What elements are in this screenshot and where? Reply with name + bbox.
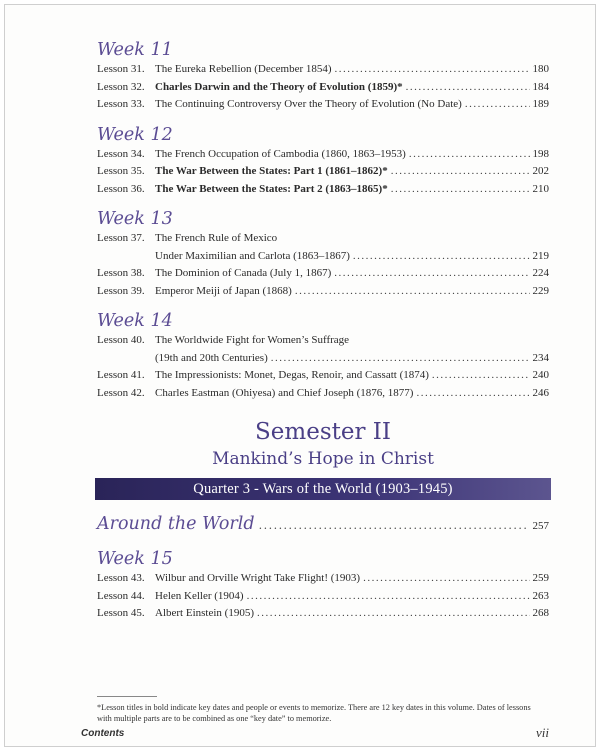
leader-dots — [247, 588, 530, 606]
lesson-body — [155, 367, 549, 385]
week-block — [97, 548, 549, 623]
lesson-number: Lesson 33. — [97, 98, 145, 110]
lesson-title: Charles Darwin and the Theory of Evolution (1859)* — [155, 80, 403, 93]
lesson-title: Emperor Meiji of Japan (1868) — [155, 284, 292, 297]
lesson-page: 234 — [532, 351, 549, 364]
lesson-number: Lesson 45. — [97, 607, 145, 619]
lesson-title: The French Rule of Mexico — [155, 232, 278, 244]
week-block — [97, 39, 549, 114]
lesson-title: The French Occupation of Cambodia (1860, 1863–1953) — [155, 147, 406, 160]
lesson-title: Helen Keller (1904) — [155, 589, 244, 602]
lesson-line — [155, 61, 549, 79]
lesson-title: Wilbur and Orville Wright Take Flight! (1903) — [155, 572, 361, 584]
leader-dots — [353, 248, 530, 266]
lesson-page: 184 — [532, 80, 549, 93]
semester-subtitle: Mankind’s Hope in Christ — [212, 449, 434, 469]
lesson-entry[interactable] — [97, 146, 549, 164]
leader-dots — [391, 181, 530, 199]
lesson-title: Under Maximilian and Carlota (1863–1867) — [155, 249, 350, 262]
lesson-number: Lesson 34. — [97, 147, 145, 160]
leader-dots — [257, 605, 530, 623]
lesson-page: 268 — [532, 607, 549, 619]
lesson-body — [155, 61, 549, 79]
lesson-entry[interactable] — [97, 163, 549, 181]
lesson-line — [155, 588, 549, 606]
lesson-line — [155, 248, 549, 266]
footer-section-label: Contents — [81, 728, 125, 739]
week-block — [97, 124, 549, 199]
lesson-body — [155, 332, 549, 367]
week-heading: Week 12 — [97, 124, 173, 145]
lesson-body — [155, 570, 549, 588]
lesson-page: 219 — [532, 249, 549, 262]
leader-dots — [334, 265, 529, 283]
lesson-number: Lesson 38. — [97, 267, 145, 279]
page — [4, 4, 596, 747]
week-block — [97, 208, 549, 300]
week-15-block — [97, 548, 549, 623]
lesson-page: 198 — [532, 147, 549, 160]
lesson-page: 246 — [532, 386, 549, 399]
lesson-line — [155, 146, 549, 164]
lesson-body — [155, 283, 549, 301]
leader-dots — [406, 79, 530, 97]
lesson-body — [155, 79, 549, 97]
lesson-body — [155, 146, 549, 164]
lesson-body — [155, 265, 549, 283]
lesson-line — [155, 96, 549, 114]
week-heading: Week 11 — [97, 40, 173, 60]
lesson-title: The Worldwide Fight for Women’s Suffrage — [155, 334, 350, 346]
lesson-line — [155, 570, 549, 588]
lesson-page: 224 — [532, 267, 549, 279]
lesson-number: Lesson 41. — [97, 369, 145, 381]
lesson-page: 189 — [532, 98, 549, 110]
lesson-body — [155, 605, 549, 623]
lesson-entry[interactable] — [97, 588, 549, 606]
leader-dots — [391, 163, 530, 181]
lesson-number: Lesson 37. — [97, 232, 145, 244]
lesson-body — [155, 163, 549, 181]
lesson-entry[interactable] — [97, 265, 549, 283]
week-heading: Week 13 — [97, 209, 173, 229]
page-number: vii — [536, 725, 549, 740]
toc-content — [97, 39, 549, 633]
lesson-page: 202 — [532, 165, 549, 177]
leader-dots — [432, 367, 530, 385]
lesson-line — [155, 79, 549, 97]
lesson-entry[interactable] — [97, 385, 549, 403]
lesson-page: 263 — [532, 589, 549, 602]
leader-dots — [363, 570, 529, 588]
lesson-line — [155, 605, 549, 623]
lesson-title: (19th and 20th Centuries) — [155, 351, 268, 364]
lesson-number: Lesson 36. — [97, 182, 145, 195]
lesson-line — [155, 367, 549, 385]
lesson-entry[interactable] — [97, 181, 549, 199]
quarter-banner: Quarter 3 - Wars of the World (1903–1945) — [95, 478, 551, 500]
week-heading: Week 14 — [97, 311, 173, 331]
semester-title: Semester II — [255, 419, 391, 445]
lesson-entry[interactable] — [97, 367, 549, 385]
lesson-number: Lesson 43. — [97, 572, 145, 584]
lesson-entry[interactable] — [97, 96, 549, 114]
lesson-entry[interactable] — [97, 605, 549, 623]
lesson-number: Lesson 35. — [97, 165, 145, 177]
lesson-number: Lesson 40. — [97, 334, 145, 346]
leader-dots — [416, 385, 529, 403]
lesson-line — [155, 283, 549, 301]
lesson-number: Lesson 44. — [97, 589, 145, 602]
lesson-page: 259 — [532, 572, 549, 584]
lesson-line — [155, 350, 549, 368]
leader-dots — [295, 283, 530, 301]
leader-dots — [409, 146, 530, 164]
leader-dots — [271, 350, 530, 368]
lesson-entry[interactable] — [97, 79, 549, 97]
around-title: Around the World — [97, 514, 255, 534]
lesson-line — [155, 230, 549, 248]
footnote: *Lesson titles in bold indicate key dates and people or events to memorize. There are 12 key dates in this volume. Dates of lessons with multiple parts are to be combined as one “key date” to memorize. — [97, 703, 531, 723]
leader-dots — [465, 96, 530, 114]
lesson-page: 210 — [532, 182, 549, 195]
lesson-number: Lesson 39. — [97, 284, 145, 297]
lesson-entry[interactable] — [97, 283, 549, 301]
footnote-rule — [97, 696, 157, 697]
lesson-line — [155, 181, 549, 199]
lesson-body — [155, 181, 549, 199]
lesson-entry[interactable] — [97, 570, 549, 588]
around-the-world-entry[interactable] — [97, 514, 549, 534]
lesson-entry[interactable] — [97, 230, 549, 265]
lesson-body — [155, 588, 549, 606]
lesson-page: 180 — [532, 63, 549, 75]
lesson-number: Lesson 32. — [97, 80, 145, 93]
lesson-entry[interactable] — [97, 332, 549, 367]
lesson-body — [155, 385, 549, 403]
leader-dots — [259, 519, 529, 532]
week-block — [97, 310, 549, 402]
lesson-page: 240 — [532, 369, 549, 381]
weeks-list — [97, 39, 549, 402]
lesson-page: 229 — [532, 284, 549, 297]
leader-dots — [335, 61, 530, 79]
lesson-line — [155, 332, 549, 350]
around-page: 257 — [532, 520, 549, 532]
lesson-entry[interactable] — [97, 61, 549, 79]
lesson-line — [155, 385, 549, 403]
lesson-line — [155, 163, 549, 181]
lesson-title: The Continuing Controversy Over the Theory of Evolution (No Date) — [155, 98, 462, 110]
lesson-title: The Dominion of Canada (July 1, 1867) — [155, 267, 332, 279]
lesson-title: Charles Eastman (Ohiyesa) and Chief Joseph (1876, 1877) — [155, 386, 414, 399]
lesson-title: The Impressionists: Monet, Degas, Renoir, and Cassatt (1874) — [155, 369, 429, 381]
week-heading: Week 15 — [97, 549, 173, 569]
lesson-body — [155, 230, 549, 265]
lesson-number: Lesson 31. — [97, 63, 145, 75]
lesson-title: The Eureka Rebellion (December 1854) — [155, 63, 332, 75]
lesson-body — [155, 96, 549, 114]
lesson-line — [155, 265, 549, 283]
lesson-title: Albert Einstein (1905) — [155, 607, 254, 619]
lesson-title: The War Between the States: Part 1 (1861–1862)* — [155, 165, 388, 177]
lesson-title: The War Between the States: Part 2 (1863–1865)* — [155, 182, 388, 195]
lesson-number: Lesson 42. — [97, 386, 145, 399]
